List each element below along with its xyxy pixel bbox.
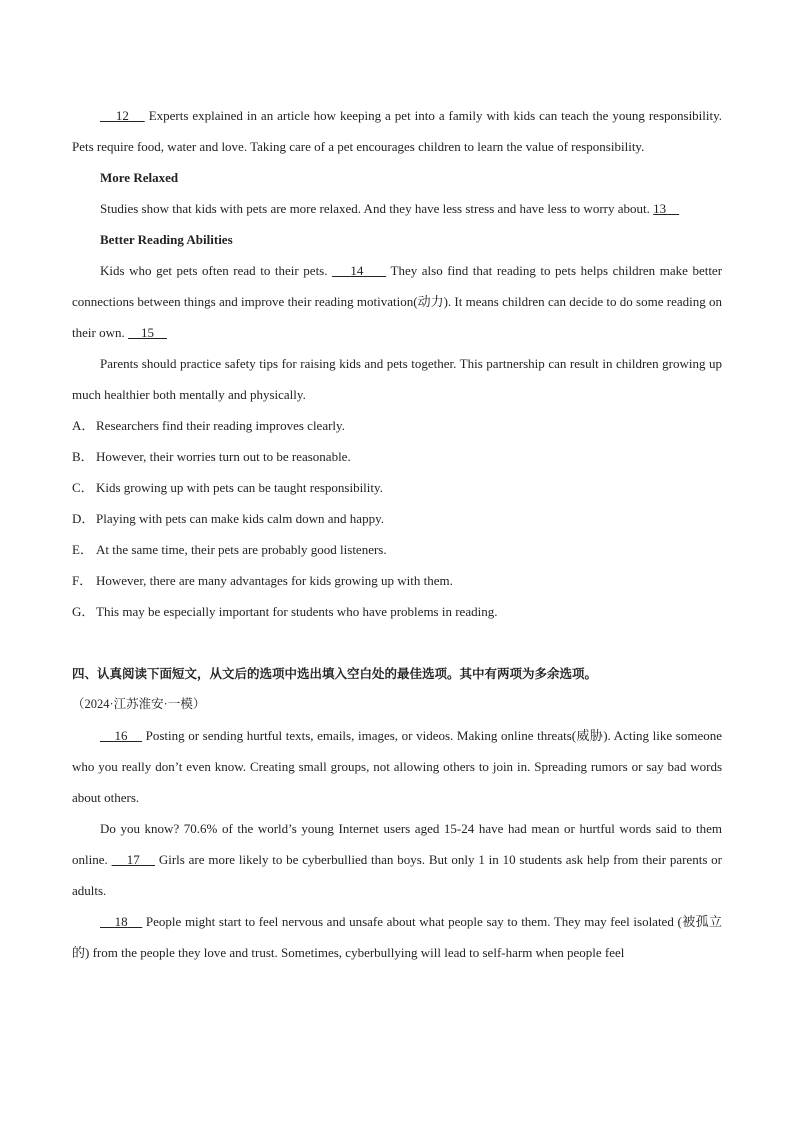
heading-more-relaxed: More Relaxed [100, 170, 179, 185]
paragraph-12: 12 Experts explained in an article how keeping a pet into a family with kids can teach the young responsibility. Pets require food, water and love. Taking care of a pet encourages children to learn the value of responsibility. [72, 108, 723, 154]
paragraph-16: 16 Posting or sending hurtful texts, emails, images, or videos. Making online threats(威胁). Acting like someone who you really don’t even know. Creating small groups, not allowing others to join in. Spreading rumors or say bad words about others. [72, 728, 723, 805]
paragraph-17: Do you know? 70.6% of the world’s young Internet users aged 15-24 have had mean or hurtful words said to them online. 17 Girls are more likely to be cyberbullied than boys. But only 1 in 10 students ask help from their parents or adults. [72, 821, 723, 898]
paragraph-14-15: Kids who get pets often read to their pets. 14 They also find that reading to pets helps children make better connections between things and improve their reading motivation(动力). It means children can decide to do some reading on their own. 15 [72, 263, 723, 340]
section-4-source: （2024·江苏淮安·一模） [72, 697, 206, 711]
blank-12: 12 [115, 108, 129, 123]
options-list [72, 410, 722, 627]
option-d: D． Playing with pets can make kids calm down and happy. [72, 511, 384, 526]
blank-17: 17 [126, 852, 140, 867]
blank-16: 16 [114, 728, 128, 743]
paragraph-conclusion: Parents should practice safety tips for raising kids and pets together. This partnership can result in children growing up much healthier both mentally and physically. [72, 356, 722, 402]
option-g: G． This may be especially important for students who have problems in reading. [72, 604, 498, 619]
document-page [72, 100, 722, 968]
option-b: B． However, their worries turn out to be reasonable. [72, 449, 351, 464]
heading-better-reading: Better Reading Abilities [100, 232, 233, 247]
blank-13: 13 [653, 201, 667, 216]
blank-18: 18 [114, 914, 128, 929]
option-a: A． Researchers find their reading improves clearly. [72, 418, 345, 433]
paragraph-13: Studies show that kids with pets are more relaxed. And they have less stress and have less to worry about. 13 [72, 193, 722, 224]
section-spacer [72, 627, 722, 658]
blank-15: 15 [140, 325, 154, 340]
paragraph-18: 18 People might start to feel nervous and unsafe about what people say to them. They may feel isolated (被孤立的) from the people they love and trust. Sometimes, cyberbullying will lead to self-harm when people feel [72, 914, 723, 960]
section-4-title: 四、认真阅读下面短文，从文后的选项中选出填入空白处的最佳选项。其中有两项为多余选项。 [72, 666, 598, 681]
option-f: F． However, there are many advantages for kids growing up with them. [72, 573, 453, 588]
option-c: C． Kids growing up with pets can be taught responsibility. [72, 480, 383, 495]
option-e: E． At the same time, their pets are probably good listeners. [72, 542, 387, 557]
blank-14: 14 [350, 263, 364, 278]
